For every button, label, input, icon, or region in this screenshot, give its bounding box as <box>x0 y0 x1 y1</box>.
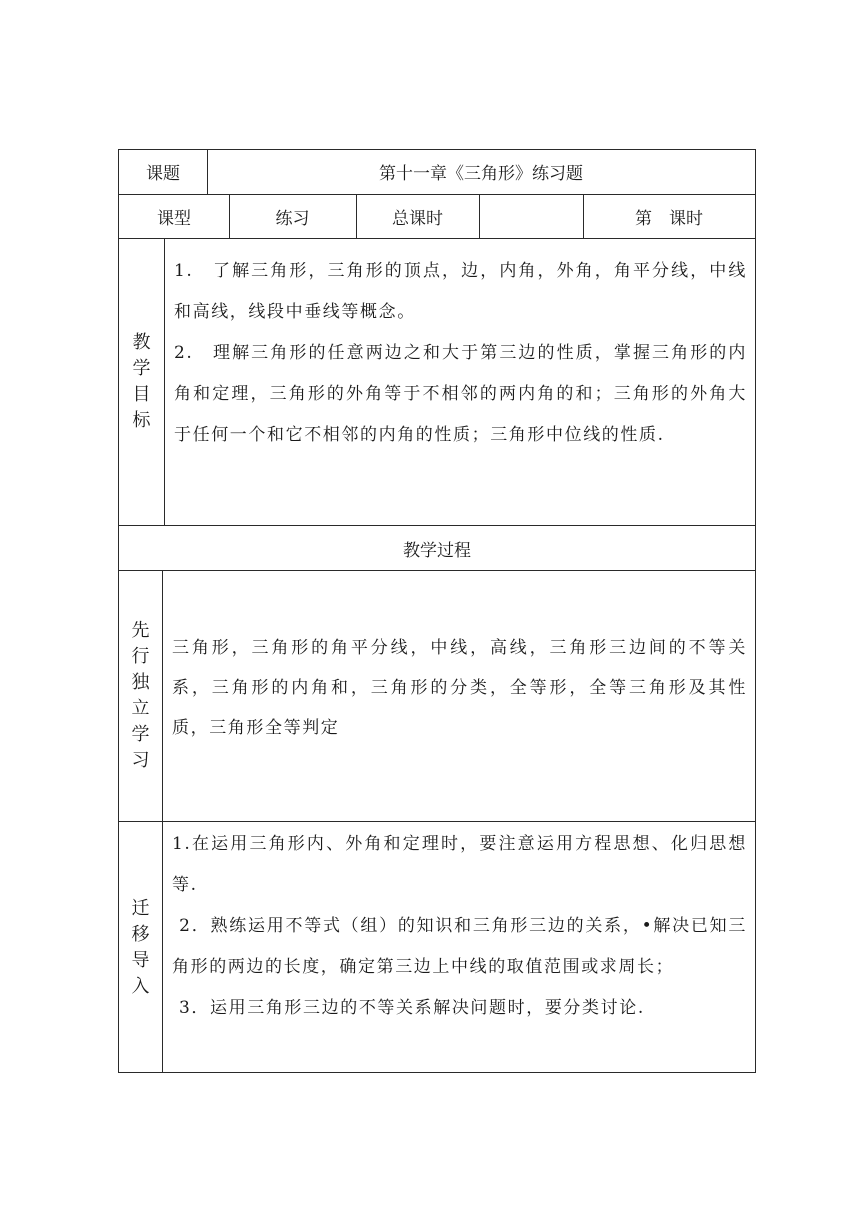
transfer-content <box>172 824 747 1029</box>
topic-row <box>118 149 756 194</box>
label-char: 立 <box>131 698 150 719</box>
divider <box>162 571 163 821</box>
objective-item: 2. 理解三角形的任意两边之和大于第三边的性质，掌握三角形的内角和定理，三角形的外角等于不相邻的两内角的和；三角形的外角大于任何一个和它不相邻的内角的性质；三角形中位线的性质. <box>174 343 747 445</box>
pre-study-text: 三角形，三角形的角平分线，中线，高线，三角形三边间的不等关系，三角形的内角和，三角形的分类，全等形，全等三角形及其性质，三角形全等判定 <box>172 638 747 738</box>
objectives-content <box>174 251 747 456</box>
label-char: 教 <box>132 332 151 353</box>
divider <box>164 239 165 525</box>
total-hours-label: 总课时 <box>392 209 443 229</box>
process-row <box>118 525 756 570</box>
label-char: 迁 <box>131 897 150 919</box>
label-char: 先 <box>131 620 150 641</box>
topic-label: 课题 <box>146 164 180 184</box>
divider <box>162 822 163 1073</box>
transfer-item: 1.在运用三角形内、外角和定理时，要注意运用方程思想、化归思想等. <box>172 834 747 895</box>
total-hours-value <box>479 195 583 238</box>
type-label: 课型 <box>157 209 191 229</box>
label-char: 标 <box>132 410 151 431</box>
transfer-item: 2．熟练运用不等式（组）的知识和三角形三边的关系，•解决已知三角形的两边的长度，确定第三边上中线的取值范围或求周长； <box>172 916 747 977</box>
pre-study-content <box>172 628 747 748</box>
type-value: 练习 <box>275 209 310 229</box>
pre-study-row <box>118 570 756 821</box>
label-char: 习 <box>131 750 150 771</box>
label-char: 目 <box>132 384 151 405</box>
transfer-item: 3．运用三角形三边的不等关系解决问题时，要分类讨论. <box>172 998 645 1018</box>
topic-value: 第十一章《三角形》练习题 <box>379 164 583 184</box>
lesson-number: 第 课时 <box>635 209 703 229</box>
label-char: 行 <box>131 646 150 667</box>
objectives-label <box>119 239 164 525</box>
label-char: 入 <box>131 975 150 997</box>
transfer-row <box>118 821 756 1073</box>
type-row <box>118 194 756 238</box>
pre-study-label <box>119 571 162 821</box>
objective-item: 1. 了解三角形，三角形的顶点，边，内角，外角，角平分线，中线和高线，线段中垂线等概念。 <box>174 261 747 322</box>
transfer-label <box>119 822 162 1073</box>
label-char: 独 <box>131 672 150 693</box>
objectives-row <box>118 238 756 525</box>
label-char: 学 <box>131 724 150 745</box>
label-char: 移 <box>131 923 150 945</box>
label-char: 导 <box>131 949 150 971</box>
label-char: 学 <box>132 358 151 379</box>
process-title: 教学过程 <box>403 540 471 561</box>
